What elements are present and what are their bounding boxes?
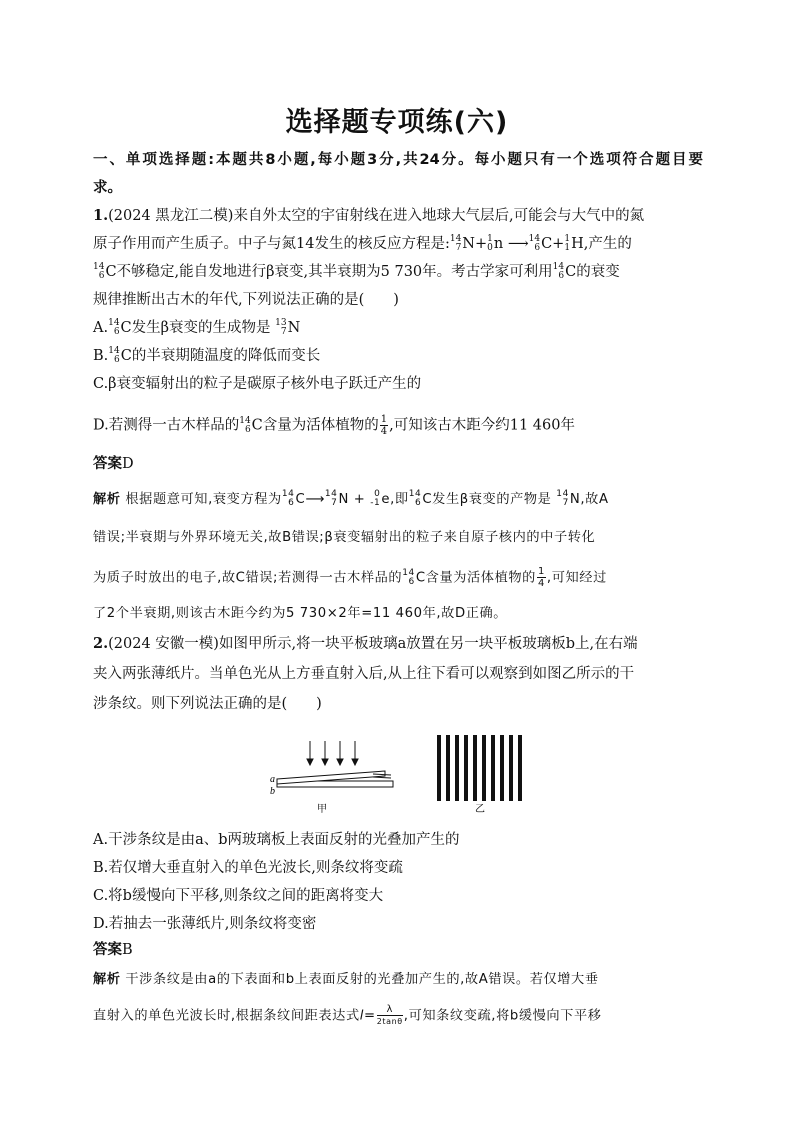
interference-figure: [265, 735, 535, 825]
iso-n14: 14 7: [449, 234, 462, 253]
figure-svg: [265, 735, 535, 825]
iso-h1: 1 1: [564, 234, 571, 253]
q2-answer: 答案B: [93, 942, 133, 958]
glass-plates-icon: [277, 771, 393, 787]
q1-option-b: B. 14 6 C的半衰期随温度的降低而变长: [93, 346, 321, 365]
q2-option-b: B.若仅增大垂直射入的单色光波长,则条纹将变疏: [93, 860, 403, 876]
fringe-pattern-icon: [437, 735, 522, 801]
q2-explanation-line1: 解析 干涉条纹是由a的下表面和b上表面反射的光叠加产生的,故A错误。若仅增大垂: [93, 972, 599, 987]
light-arrows-icon: [307, 741, 358, 765]
q2-option-d: D.若抽去一张薄纸片,则条纹将变密: [93, 916, 317, 932]
arrow-icon: ⟶: [507, 236, 529, 252]
page-title: 选择题专项练(六): [285, 107, 509, 138]
section-heading: 一、单项选择题:本题共8小题,每小题3分,共24分。每小题只有一个选项符合题目要: [93, 152, 703, 168]
q1-explanation-line2: 错误;半衰期与外界环境无关,故B错误;β衰变辐射出的粒子来自原子核内的中子转化: [93, 530, 596, 545]
fraction-fringe-spacing: $\frac{\lambda}{2\tan\theta}$: [376, 1004, 403, 1026]
q1-line3: 14 6 C不够稳定,能自发地进行β衰变,其半衰期为5 730年。考古学家可利用 14 6 C的衰变: [93, 262, 620, 281]
q1-explanation-line3: 为质子时放出的电子,故C错误;若测得一古木样品的 14 6 C含量为活体植物的 $\frac{1}{4}$ ,可知经过: [93, 566, 607, 589]
q2-line3: 涉条纹。则下列说法正确的是( ): [93, 696, 322, 712]
q2-option-a: A.干涉条纹是由a、b两玻璃板上表面反射的光叠加产生的: [93, 832, 460, 848]
label-yi: 乙: [475, 804, 485, 815]
q1-explanation-line4: 了2个半衰期,则该古木距今约为5 730×2年=11 460年,故D正确。: [93, 606, 508, 621]
fraction-quarter: $\frac{1}{4}$: [380, 414, 388, 437]
q1-option-c: C.β衰变辐射出的粒子是碳原子核外电子跃迁产生的: [93, 376, 422, 392]
q1-option-d: D.若测得一古木样品的 14 6 C含量为活体植物的 $\frac{1}{4}$ ,可知该古木距今约11 460年: [93, 414, 575, 437]
iso-n1: 1 0: [487, 234, 493, 253]
iso-c14: 14 6: [528, 234, 541, 253]
label-jia: 甲: [317, 804, 327, 815]
q1-explanation-line1: 解析 根据题意可知,衰变方程为 14 6 C⟶ 14 7 N + 0 -1 e,即 14 6 C发生β衰变的产物是 14 7 N,故A: [93, 489, 609, 508]
q2-number: 2.: [93, 635, 109, 652]
q1-line1: 1.(2024 黑龙江二模)来自外太空的宇宙射线在进入地球大气层后,可能会与大气中的氮: [93, 207, 645, 224]
q1-option-a: A. 14 6 C发生β衰变的生成物是 13 7 N: [93, 318, 301, 337]
q2-option-c: C.将b缓慢向下平移,则条纹之间的距离将变大: [93, 888, 384, 904]
q2-line2: 夹入两张薄纸片。当单色光从上方垂直射入后,从上往下看可以观察到如图乙所示的干: [93, 666, 635, 682]
q1-number: 1.: [93, 207, 109, 224]
section-heading-cont: 求。: [93, 180, 122, 196]
q2-line1: 2.(2024 安徽一模)如图甲所示,将一块平板玻璃a放置在另一块平板玻璃板b上,在右端: [93, 635, 638, 652]
q1-line4: 规律推断出古木的年代,下列说法正确的是( ): [93, 292, 399, 308]
label-a: a: [270, 774, 275, 785]
q1-answer: 答案D: [93, 456, 134, 472]
q1-line2: 原子作用而产生质子。中子与氮14发生的核反应方程是: 14 7 N+ 1 0 n ⟶ 14 6 C+ 1 1 H,产生的: [93, 234, 632, 253]
label-b: b: [270, 786, 275, 797]
q2-explanation-line2: 直射入的单色光波长时,根据条纹间距表达式l= $\frac{\lambda}{2\tan\theta}$ ,可知条纹变疏,将b缓慢向下平移: [93, 1004, 602, 1026]
